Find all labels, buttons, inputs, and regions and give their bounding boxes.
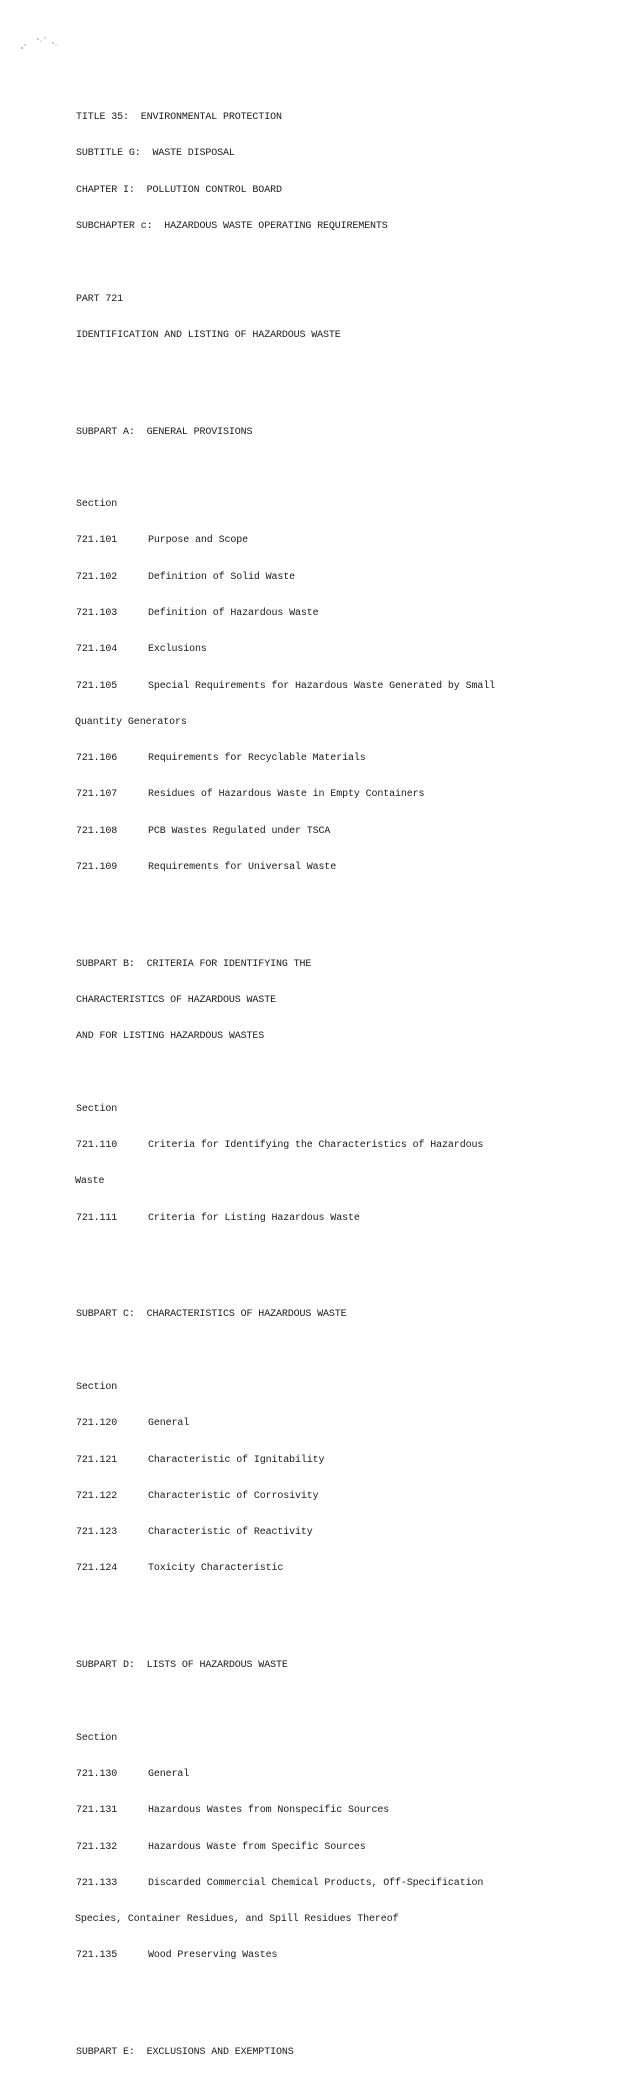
section-number: 721.130 — [76, 1769, 118, 1781]
list-item — [76, 1491, 606, 1503]
subpart-b-heading-1: SUBPART B: CRITERIA FOR IDENTIFYING THE — [76, 958, 312, 970]
section-title: Special Requirements for Hazardous Waste Generated by Small — [148, 680, 495, 692]
section-number: 721.101 — [76, 535, 118, 547]
list-item — [76, 1950, 606, 1962]
list-item — [76, 644, 606, 656]
chapter-line: CHAPTER I: POLLUTION CONTROL BOARD — [76, 184, 282, 196]
section-number: 721.135 — [76, 1950, 118, 1962]
part-number: PART 721 — [76, 293, 124, 305]
section-label: Section — [76, 1103, 118, 1115]
table-of-contents — [76, 88, 606, 2083]
section-title: Requirements for Universal Waste — [148, 862, 337, 873]
section-label: Section — [76, 1732, 118, 1744]
scan-speck-mark — [16, 34, 64, 52]
list-item — [76, 535, 606, 547]
section-label: Section — [76, 1382, 118, 1394]
section-title: Definition of Hazardous Waste — [148, 608, 319, 620]
list-item — [76, 1563, 606, 1575]
list-item — [76, 862, 606, 874]
section-title: Purpose and Scope — [148, 535, 248, 547]
section-number: 721.104 — [76, 644, 118, 656]
section-number: 721.131 — [76, 1805, 118, 1817]
section-title: Criteria for Identifying the Characteristics of Hazardous — [148, 1140, 484, 1152]
section-title-continuation: Waste — [75, 1176, 105, 1188]
section-number: 721.123 — [76, 1527, 118, 1539]
section-title: PCB Wastes Regulated under TSCA — [148, 825, 331, 837]
section-title: Characteristic of Corrosivity — [148, 1490, 319, 1502]
subpart-a-heading: SUBPART A: GENERAL PROVISIONS — [76, 426, 253, 438]
section-number: 721.102 — [76, 571, 118, 583]
list-item — [76, 826, 606, 838]
section-number: 721.121 — [76, 1454, 118, 1466]
section-number: 721.133 — [76, 1877, 118, 1889]
section-title: Characteristic of Reactivity — [148, 1527, 313, 1539]
subpart-b-heading-2: CHARACTERISTICS OF HAZARDOUS WASTE — [76, 995, 276, 1007]
section-title: Residues of Hazardous Waste in Empty Containers — [148, 789, 425, 801]
section-number: 721.109 — [76, 862, 118, 873]
subchapter-line: SUBCHAPTER c: HAZARDOUS WASTE OPERATING REQUIREMENTS — [76, 221, 388, 233]
list-item — [76, 1878, 606, 1890]
list-item — [76, 1213, 606, 1225]
section-title: Exclusions — [148, 644, 207, 656]
list-item — [76, 1769, 606, 1781]
list-item — [76, 1805, 606, 1817]
section-number: 721.106 — [76, 753, 118, 765]
section-title: Characteristic of Ignitability — [148, 1454, 325, 1466]
list-item — [76, 572, 606, 584]
section-label: Section — [76, 499, 118, 511]
section-number: 721.107 — [76, 789, 118, 801]
section-number: 721.108 — [76, 825, 118, 837]
section-number: 721.103 — [76, 608, 118, 620]
section-title: Criteria for Listing Hazardous Waste — [148, 1212, 360, 1224]
section-title: Discarded Commercial Chemical Products, Off-Specification — [148, 1877, 484, 1889]
section-number: 721.132 — [76, 1841, 118, 1853]
section-title: General — [148, 1418, 190, 1430]
list-item — [76, 1455, 606, 1467]
section-title: Hazardous Wastes from Nonspecific Sources — [148, 1805, 390, 1817]
list-item — [76, 681, 606, 693]
section-title: Requirements for Recyclable Materials — [148, 753, 366, 765]
section-number: 721.120 — [76, 1418, 118, 1430]
section-title-continuation: Quantity Generators — [75, 716, 187, 728]
section-title-continuation: Species, Container Residues, and Spill Residues Thereof — [75, 1914, 399, 1926]
subpart-e-heading: SUBPART E: EXCLUSIONS AND EXEMPTIONS — [76, 2047, 294, 2059]
subtitle-line: SUBTITLE G: WASTE DISPOSAL — [76, 148, 235, 160]
title-line: TITLE 35: ENVIRONMENTAL PROTECTION — [76, 112, 282, 124]
part-name: IDENTIFICATION AND LISTING OF HAZARDOUS WASTE — [76, 329, 341, 341]
section-title: Definition of Solid Waste — [148, 571, 296, 583]
subpart-b-heading-3: AND FOR LISTING HAZARDOUS WASTES — [76, 1031, 265, 1043]
list-item — [76, 1527, 606, 1539]
list-item — [76, 1418, 606, 1430]
section-title: Toxicity Characteristic — [148, 1563, 284, 1575]
section-number: 721.111 — [76, 1212, 118, 1224]
subpart-c-heading: SUBPART C: CHARACTERISTICS OF HAZARDOUS WASTE — [76, 1309, 347, 1321]
section-number: 721.124 — [76, 1563, 118, 1575]
list-item — [76, 608, 606, 620]
list-item — [76, 753, 606, 765]
subpart-d-heading: SUBPART D: LISTS OF HAZARDOUS WASTE — [76, 1660, 288, 1672]
section-number: 721.110 — [76, 1140, 118, 1152]
section-title: Wood Preserving Wastes — [148, 1950, 278, 1962]
section-number: 721.122 — [76, 1490, 118, 1502]
section-number: 721.105 — [76, 680, 118, 692]
list-item — [76, 1842, 606, 1854]
list-item — [76, 1140, 606, 1152]
section-title: Hazardous Waste from Specific Sources — [148, 1841, 366, 1853]
list-item — [76, 789, 606, 801]
section-title: General — [148, 1769, 190, 1781]
